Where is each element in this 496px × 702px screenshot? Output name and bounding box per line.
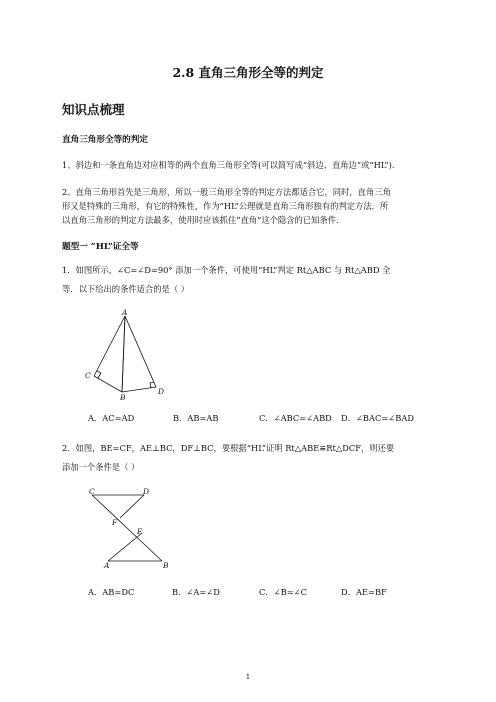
paragraph-2-line-3: 以直角三角形的判定方法最多，使用时应该抓住“直角”这个隐含的已知条件． xyxy=(62,215,345,225)
paragraph-1: 1、斜边和一条直角边对应相等的两个直角三角形全等(可以简写成“斜边、直角边”或“HL”). xyxy=(62,160,395,170)
question-1-line-2: 等．以下给出的条件适合的是（ ） xyxy=(62,284,190,294)
segment-EA xyxy=(108,533,142,561)
type-heading: 题型一 “HL”证全等 xyxy=(62,242,139,252)
question-2-figure xyxy=(82,484,182,570)
question-1-figure xyxy=(80,308,170,400)
q2-option-a: A．AB=DC xyxy=(88,587,135,597)
q1-option-d: D．∠BAC=∠BAD xyxy=(341,413,414,423)
paragraph-2-line-2: 形又是特殊的三角形，有它的特殊性，作为“HL”公理就是直角三角形独有的判定方法．所 xyxy=(62,201,389,211)
label-C: C xyxy=(89,487,95,496)
question-2-line-2: 添加一个条件是（ ） xyxy=(62,462,140,472)
segment-CB xyxy=(92,495,162,561)
subheading: 直角三角形全等的判定 xyxy=(62,135,148,145)
right-angle-C xyxy=(97,371,101,378)
label-D: D xyxy=(158,387,165,396)
paragraph-2-line-1: 2、直角三角形首先是三角形，所以一般三角形全等的判定方法都适合它，同时，直角三角 xyxy=(62,187,391,197)
segment-DF xyxy=(120,495,144,518)
label-B: B xyxy=(120,393,126,400)
segment-AC xyxy=(94,316,125,376)
label-F: F xyxy=(112,518,118,527)
q1-option-b: B．AB=AB xyxy=(173,413,219,423)
label-A: A xyxy=(122,308,128,317)
question-1-line-1: 1．如图所示，∠C=∠D=90° 添加一个条件，可使用“HL”判定 Rt△ABC 与 Rt△ABD 全 xyxy=(62,265,391,275)
label-C: C xyxy=(85,371,91,380)
page-number: 1 xyxy=(245,673,251,681)
segment-CB xyxy=(94,376,122,392)
q1-option-a: A．AC=AD xyxy=(88,413,135,423)
q2-option-d: D．AE=BF xyxy=(341,587,387,597)
page-title: 2.8 直角三角形全等的判定 xyxy=(172,65,324,80)
q1-option-c: C．∠ABC=∠ABD xyxy=(259,413,332,423)
q2-option-c: C．∠B=∠C xyxy=(259,587,307,597)
label-D: D xyxy=(143,487,150,496)
label-E: E xyxy=(137,527,143,536)
section-heading: 知识点梳理 xyxy=(62,102,125,117)
segment-AD xyxy=(125,316,156,387)
question-2-line-1: 2．如图，BE=CF，AE⊥BC，DF⊥BC，要根据“HL”证明 Rt△ABE≌Rt△DCF，则还要 xyxy=(62,443,395,453)
label-B: B xyxy=(163,561,169,570)
label-A: A xyxy=(104,561,110,570)
q2-option-b: B．∠A=∠D xyxy=(172,587,220,597)
